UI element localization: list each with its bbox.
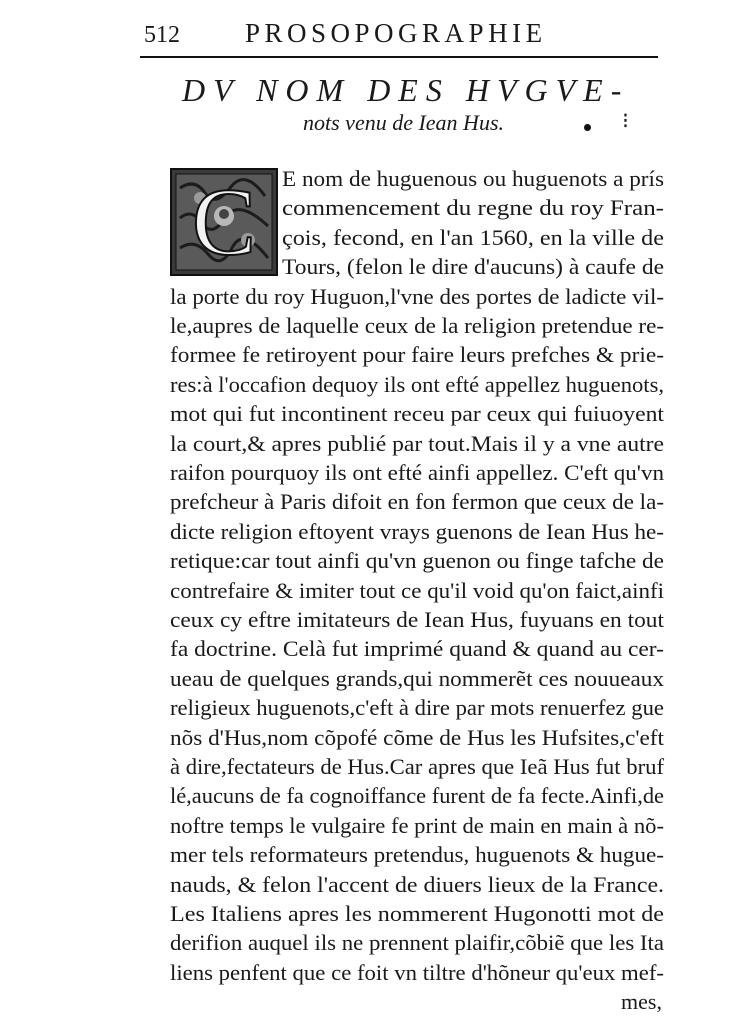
- body-line: mot qui fut incontinent receu par ceux qui fuiuoyent: [170, 401, 664, 427]
- page-number: 512: [144, 22, 180, 48]
- body-line: contrefaire & imiter tout ce qu'il void qu'on faict,ainfi: [170, 577, 664, 603]
- chapter-heading-line1: DV NOM DES HVGVE-: [182, 72, 630, 108]
- body-line: res:à l'occafion dequoy ils ont efté appellez huguenots,: [170, 371, 664, 397]
- body-line: nõs d'Hus,nom cõpofé cõme de Hus les Hufsites,c'eft: [170, 724, 664, 750]
- body-line: çois, fecond, en l'an 1560, en la ville de: [282, 224, 664, 250]
- body-line: à dire,fectateurs de Hus.Car apres que Ieã Hus fut bruf: [170, 754, 664, 779]
- body-line: ueau de quelques grands,qui nommerẽt ces nouueaux: [170, 665, 664, 691]
- body-line: le,aupres de laquelle ceux de la religion pretendue re-: [170, 313, 664, 338]
- body-line: lé,aucuns de fa cognoiffance furent de fa fecte.Ainfi,de: [170, 783, 664, 809]
- body-line: mer tels reformateurs pretendus, huguenots & hugue-: [170, 842, 664, 868]
- body-line: commencement du regne du roy Fran-: [282, 195, 664, 221]
- body-line: E nom de huguenous ou huguenots a prís: [282, 166, 664, 191]
- initial-letter: C: [191, 168, 257, 275]
- header-rule: [140, 56, 658, 58]
- body-line: retique:car tout ainfi qu'vn guenon ou finge tafche de: [170, 548, 664, 574]
- ink-dot-mark: [584, 124, 591, 131]
- decorated-initial: [170, 168, 278, 276]
- body-line: fa doctrine. Celà fut imprimé quand & quand au cer-: [170, 636, 664, 662]
- body-line: ceux cy eftre imitateurs de Iean Hus, fuyuans en tout: [170, 607, 664, 632]
- body-line: dicte religion eftoyent vrays guenons de Iean Hus he-: [170, 518, 664, 544]
- body-line: formee fe retiroyent pour faire leurs prefches & prie-: [170, 342, 664, 368]
- body-line: religieux huguenots,c'eft à dire par mots renuerfez gue: [170, 695, 664, 721]
- body-line: nauds, & felon l'accent de diuers lieux de la France.: [170, 871, 664, 897]
- body-line: la court,& apres publié par tout.Mais il y a vne autre: [170, 430, 664, 456]
- body-line: Tours, (felon le dire d'aucuns) à caufe de: [282, 254, 664, 280]
- chapter-heading-line2: nots venu de Iean Hus.: [303, 110, 505, 135]
- body-line: prefcheur à Paris difoit en fon fermon que ceux de la-: [170, 489, 664, 515]
- body-line: la porte du roy Huguon,l'vne des portes de ladicte vil-: [170, 283, 664, 309]
- body-line: liens penfent que ce foit vn tiltre d'hõneur qu'eux mef-: [170, 959, 664, 985]
- ink-blot-mark: ⁝: [622, 108, 629, 133]
- body-line: Les Italiens apres les nommerent Hugonotti mot de: [170, 901, 664, 926]
- decorated-initial-svg: [170, 168, 278, 276]
- body-line: noftre temps le vulgaire fe print de main en main à nõ-: [170, 812, 664, 838]
- body-line: derifion auquel ils ne prennent plaifir,cõbiẽ que les Ita: [170, 930, 664, 956]
- running-title: PROSOPOGRAPHIE: [245, 18, 547, 48]
- body-line: mes,: [621, 989, 662, 1015]
- body-line: raifon pourquoy ils ont efté ainfi appellez. C'eft qu'vn: [170, 460, 664, 485]
